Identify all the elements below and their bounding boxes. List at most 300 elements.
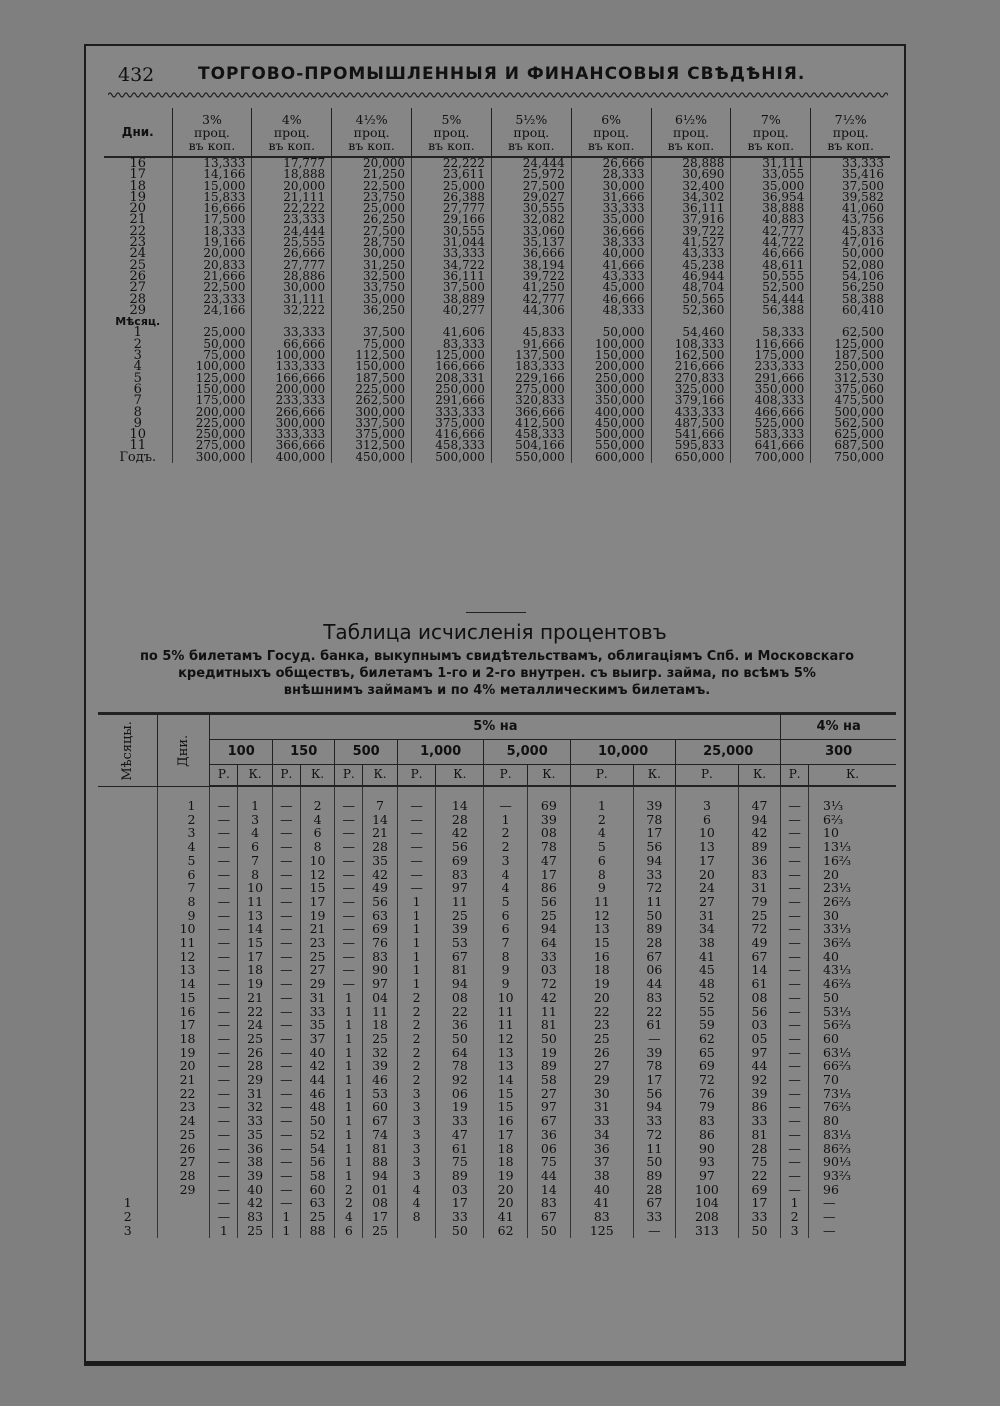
interest-value: 216,666 — [651, 361, 731, 372]
rubles-cell: — — [210, 1128, 238, 1142]
kopecks-cell: 18 — [238, 963, 273, 977]
interest-value: 133,333 — [252, 361, 332, 372]
rubles-cell: 25 — [571, 1032, 634, 1046]
interest-value: 108,333 — [651, 339, 731, 350]
rubles-cell: 11 — [484, 1005, 527, 1019]
rubles-cell: — — [272, 1087, 300, 1101]
interest-value: 19,166 — [172, 237, 252, 248]
interest-value: 25,555 — [252, 237, 332, 248]
amount-header: 150 — [272, 740, 334, 765]
rubles-cell: — — [272, 909, 300, 923]
interest-value: 500,000 — [811, 407, 890, 418]
rubles-cell: — — [781, 963, 809, 977]
month-cell — [98, 991, 158, 1005]
kopecks-cell: 39 — [633, 1046, 676, 1060]
interest-value: 26,666 — [571, 157, 651, 169]
interest-value: 75,000 — [332, 339, 412, 350]
interest-value: 200,000 — [172, 407, 252, 418]
kopecks-cell: 50 — [300, 1114, 335, 1128]
kopecks-cell: 39 — [738, 1087, 781, 1101]
rubles-cell: — — [781, 1046, 809, 1060]
day-cell: 15 — [158, 991, 210, 1005]
interest-value: 17,777 — [252, 157, 332, 169]
kopecks-cell: 90 — [363, 963, 398, 977]
month-cell — [98, 1087, 158, 1101]
rubles-cell: 10 — [484, 991, 527, 1005]
kopecks-cell: 08 — [436, 991, 484, 1005]
kopecks-cell: 72 — [527, 977, 570, 991]
rubles-cell: — — [272, 813, 300, 827]
interest-value: 13,333 — [172, 157, 252, 169]
rubles-cell: 15 — [484, 1087, 527, 1101]
interest-value: 400,000 — [571, 407, 651, 418]
interest-value: 46,944 — [651, 271, 731, 282]
rubles-cell: 104 — [676, 1196, 739, 1210]
rubles-cell: 1 — [397, 922, 435, 936]
rubles-cell: 1 — [335, 1046, 363, 1060]
interest-value: 20,000 — [332, 157, 412, 169]
rubles-cell: — — [781, 950, 809, 964]
interest-value: 641,666 — [731, 440, 811, 451]
kopecks-cell: 32 — [238, 1100, 273, 1114]
rubles-cell: — — [272, 1196, 300, 1210]
kopecks-cell: 06 — [527, 1142, 570, 1156]
rubles-cell: 9 — [571, 881, 634, 895]
table-row — [98, 1196, 896, 1210]
kopecks-cell: 63 — [363, 909, 398, 923]
kopecks-cell: 94 — [363, 1169, 398, 1183]
kopecks-cell: 39 — [436, 922, 484, 936]
interest-value: 33,333 — [252, 327, 332, 338]
interest-value: 625,000 — [811, 429, 890, 440]
rubles-cell: 13 — [571, 922, 634, 936]
rubles-cell: 72 — [676, 1073, 739, 1087]
interest-value: 333,333 — [412, 407, 492, 418]
kopecks-cell: 50 — [436, 1032, 484, 1046]
kopecks-cell: 25 — [436, 909, 484, 923]
interest-value: 37,500 — [811, 181, 890, 192]
amount-header: 25,000 — [676, 740, 781, 765]
rubles-cell: 11 — [484, 1018, 527, 1032]
month-cell — [98, 936, 158, 950]
kopecks-cell: 61 — [738, 977, 781, 991]
rubles-cell: — — [781, 826, 809, 840]
rate-column-header — [731, 108, 811, 157]
kopecks-cell: 56 — [300, 1155, 335, 1169]
rubles-cell: — — [210, 963, 238, 977]
interest-value: 337,500 — [332, 418, 412, 429]
kopecks-cell: 94 — [633, 1100, 676, 1114]
interest-value: 28,886 — [252, 271, 332, 282]
rubles-cell: — — [781, 1100, 809, 1114]
rubles-cell: — — [781, 977, 809, 991]
kopecks-cell: 31 — [238, 1087, 273, 1101]
row-label: 19 — [129, 189, 147, 205]
kopecks-cell: 94 — [436, 977, 484, 991]
month-cell — [98, 1059, 158, 1073]
kopecks-cell: 33 — [238, 1114, 273, 1128]
kopecks-cell: 25 — [238, 1032, 273, 1046]
rubles-cell: 2 — [335, 1196, 363, 1210]
interest-value: 56,388 — [731, 305, 811, 316]
interest-value: 33,060 — [491, 226, 571, 237]
month-cell — [98, 1073, 158, 1087]
kopecks-cell: — — [809, 1210, 896, 1224]
rubles-cell: 1 — [781, 1196, 809, 1210]
interest-value: 17,500 — [172, 214, 252, 225]
kopecks-cell: 58 — [300, 1169, 335, 1183]
rate-sub: проц. — [832, 124, 869, 140]
day-cell: 2 — [158, 813, 210, 827]
rubles-cell: — — [335, 936, 363, 950]
interest-value: 416,666 — [412, 429, 492, 440]
rubles-cell: 41 — [484, 1210, 527, 1224]
kopecks-cell: 69 — [738, 1183, 781, 1197]
rate-unit: въ коп. — [428, 137, 475, 153]
kopecks-cell: 81 — [363, 1142, 398, 1156]
page-header — [86, 46, 904, 94]
interest-value: 48,704 — [651, 282, 731, 293]
interest-value: 54,106 — [811, 271, 890, 282]
table-row — [98, 1169, 896, 1183]
rubles-cell: 6 — [484, 909, 527, 923]
kopecks-cell: 23 — [300, 936, 335, 950]
interest-value: 38,889 — [412, 294, 492, 305]
kopecks-cell: 75 — [738, 1155, 781, 1169]
rate-value: 4% — [281, 111, 302, 127]
kopecks-cell: 46 — [300, 1087, 335, 1101]
table-row — [98, 922, 896, 936]
rubles-cell: — — [397, 840, 435, 854]
kopecks-cell: 29 — [238, 1073, 273, 1087]
rubles-cell: — — [272, 868, 300, 882]
kopecks-cell: 39 — [238, 1169, 273, 1183]
interest-value: 30,555 — [491, 203, 571, 214]
kopecks-cell: 63 — [300, 1196, 335, 1210]
kopecks-cell: 19 — [238, 977, 273, 991]
interest-value: 175,000 — [731, 350, 811, 361]
kopecks-cell: 49 — [738, 936, 781, 950]
rubles-cell: 8 — [397, 1210, 435, 1224]
rubles-cell: — — [272, 991, 300, 1005]
rubles-cell: 24 — [676, 881, 739, 895]
interest-value: 83,333 — [412, 339, 492, 350]
row-label: 25 — [129, 257, 147, 273]
table-row — [98, 813, 896, 827]
interest-value: 650,000 — [651, 452, 731, 463]
rubles-cell: — — [272, 977, 300, 991]
rate-unit: въ коп. — [188, 137, 236, 153]
rubles-cell: 86 — [676, 1128, 739, 1142]
row-label: 20 — [129, 201, 147, 217]
row-label: 24 — [129, 246, 147, 262]
rubles-cell: 1 — [397, 950, 435, 964]
interest-value: 25,972 — [491, 169, 571, 180]
rate-unit: въ коп. — [587, 137, 635, 153]
rubles-cell: 6 — [571, 854, 634, 868]
rubles-cell: 2 — [397, 1032, 435, 1046]
kopecks-cell: 16⅔ — [809, 854, 896, 868]
kopecks-cell: 53⅓ — [809, 1005, 896, 1019]
rubles-cell: — — [210, 840, 238, 854]
rubles-cell: — — [272, 1005, 300, 1019]
kopecks-cell: 94 — [633, 854, 676, 868]
kopecks-cell: 88 — [300, 1224, 335, 1238]
kopecks-cell: 67 — [363, 1114, 398, 1128]
interest-value: 162,500 — [651, 350, 731, 361]
kopecks-cell: 83⅓ — [809, 1128, 896, 1142]
kopecks-cell: 33 — [436, 1210, 484, 1224]
interest-value: 30,000 — [332, 248, 412, 259]
kopecks-cell: 30 — [809, 909, 896, 923]
kopecks-cell: 78 — [633, 1059, 676, 1073]
kopecks-cell: 76⅔ — [809, 1100, 896, 1114]
rubles-cell: — — [781, 1155, 809, 1169]
interest-value: 36,666 — [571, 226, 651, 237]
kopecks-cell: 33 — [300, 1005, 335, 1019]
interest-value: 43,333 — [651, 248, 731, 259]
interest-value: 350,000 — [731, 384, 811, 395]
row-label: 16 — [129, 156, 147, 171]
kopecks-cell: 22 — [436, 1005, 484, 1019]
rubles-cell: — — [781, 840, 809, 854]
kopecks-cell: 40 — [300, 1046, 335, 1060]
interest-value: 31,111 — [252, 294, 332, 305]
kopecks-cell: 17 — [527, 868, 570, 882]
table-row — [98, 1142, 896, 1156]
kopecks-cell: 26⅔ — [809, 895, 896, 909]
amount-header: 100 — [210, 740, 272, 765]
rubles-cell: 1 — [335, 1114, 363, 1128]
interest-value: 31,044 — [412, 237, 492, 248]
kopecks-cell: 53 — [436, 936, 484, 950]
rubles-cell: — — [272, 854, 300, 868]
kopecks-cell: 39 — [527, 813, 570, 827]
kopecks-cell: 6 — [238, 840, 273, 854]
kopecks-cell: 83 — [633, 991, 676, 1005]
kopecks-header: К. — [238, 765, 273, 787]
kopecks-cell: 28 — [363, 840, 398, 854]
rubles-cell: — — [781, 991, 809, 1005]
rubles-cell: 1 — [571, 799, 634, 813]
interest-value: 36,250 — [332, 305, 412, 316]
kopecks-cell: 27 — [527, 1087, 570, 1101]
kopecks-cell: 31 — [300, 991, 335, 1005]
rubles-cell: 9 — [484, 963, 527, 977]
kopecks-cell: 72 — [738, 922, 781, 936]
rubles-cell: — — [484, 799, 527, 813]
interest-value: 43,333 — [571, 271, 651, 282]
interest-value: 43,756 — [811, 214, 890, 225]
rate-value: 6% — [601, 111, 622, 127]
table-row — [98, 1059, 896, 1073]
interest-value: 312,530 — [811, 373, 890, 384]
rubles-cell: — — [272, 840, 300, 854]
rubles-cell: — — [210, 854, 238, 868]
rate-column-header — [172, 108, 252, 157]
kopecks-cell: 78 — [527, 840, 570, 854]
rubles-cell: 2 — [397, 1005, 435, 1019]
interest-value: 525,000 — [731, 418, 811, 429]
interest-value: 487,500 — [651, 418, 731, 429]
interest-value: 379,166 — [651, 395, 731, 406]
interest-value: 39,722 — [491, 271, 571, 282]
row-label: 27 — [129, 280, 147, 296]
interest-value: 150,000 — [172, 384, 252, 395]
rate-column-header — [811, 108, 890, 157]
kopecks-cell: 25 — [300, 950, 335, 964]
rubles-cell: 55 — [676, 1005, 739, 1019]
kopecks-cell: 14 — [436, 799, 484, 813]
rubles-cell: 3 — [781, 1224, 809, 1238]
rubles-cell: 13 — [484, 1046, 527, 1060]
rubles-cell: — — [272, 1128, 300, 1142]
day-cell: 18 — [158, 1032, 210, 1046]
kopecks-cell: 52 — [300, 1128, 335, 1142]
row-label: 18 — [129, 178, 147, 194]
kopecks-cell: 05 — [738, 1032, 781, 1046]
interest-value: 28,888 — [651, 157, 731, 169]
kopecks-cell: 12 — [300, 868, 335, 882]
day-cell: 28 — [158, 1169, 210, 1183]
month-cell — [98, 826, 158, 840]
interest-value: 31,111 — [731, 157, 811, 169]
rate-value: 7½% — [834, 111, 867, 127]
kopecks-cell: 13 — [238, 909, 273, 923]
month-cell — [98, 1169, 158, 1183]
kopecks-header: К. — [436, 765, 484, 787]
interest-value: 450,000 — [332, 452, 412, 463]
interest-value: 583,333 — [731, 429, 811, 440]
rubles-cell: — — [272, 1155, 300, 1169]
interest-value: 300,000 — [252, 418, 332, 429]
rate-column-header — [571, 108, 651, 157]
rubles-cell: — — [781, 799, 809, 813]
header-row-amounts — [98, 740, 896, 765]
rubles-header: Р. — [571, 765, 634, 787]
rubles-cell: — — [210, 922, 238, 936]
interest-value: 500,000 — [571, 429, 651, 440]
kopecks-cell: 49 — [363, 881, 398, 895]
kopecks-cell: 78 — [633, 813, 676, 827]
rubles-cell: 16 — [484, 1114, 527, 1128]
kopecks-cell: 89 — [436, 1169, 484, 1183]
kopecks-cell: 33⅓ — [809, 922, 896, 936]
header-row-units — [98, 765, 896, 787]
kopecks-cell: 22 — [738, 1169, 781, 1183]
interest-value: 291,666 — [412, 395, 492, 406]
rubles-cell: 4 — [484, 868, 527, 882]
rubles-cell: — — [781, 1142, 809, 1156]
table-row — [98, 936, 896, 950]
kopecks-cell: 53 — [363, 1087, 398, 1101]
rate-unit: въ коп. — [827, 137, 874, 153]
rubles-cell: — — [210, 868, 238, 882]
rubles-cell: — — [272, 881, 300, 895]
header-row-group — [98, 714, 896, 740]
interest-value: 45,833 — [491, 327, 571, 338]
amount-header: 500 — [335, 740, 397, 765]
kopecks-cell: 97 — [738, 1046, 781, 1060]
kopecks-cell: 15 — [300, 881, 335, 895]
rubles-cell: 1 — [397, 936, 435, 950]
rate-unit: въ коп. — [507, 137, 555, 153]
rubles-cell: 48 — [676, 977, 739, 991]
interest-value: 44,722 — [731, 237, 811, 248]
interest-value: 22,500 — [172, 282, 252, 293]
kopecks-cell: 33 — [633, 868, 676, 882]
row-label: 29 — [129, 302, 147, 318]
rubles-cell: — — [210, 977, 238, 991]
interest-value: 300,000 — [172, 452, 252, 463]
rate-unit: въ коп. — [268, 137, 316, 153]
kopecks-cell: 03 — [527, 963, 570, 977]
kopecks-cell: 29 — [300, 977, 335, 991]
interest-value: 32,222 — [252, 305, 332, 316]
rubles-cell: — — [210, 1155, 238, 1169]
rubles-cell: 26 — [571, 1046, 634, 1060]
kopecks-cell: 8 — [300, 840, 335, 854]
interest-value: 18,888 — [252, 169, 332, 180]
rubles-cell: 1 — [335, 1100, 363, 1114]
kopecks-cell: 27 — [300, 963, 335, 977]
amount-header: 10,000 — [571, 740, 676, 765]
kopecks-cell: 67 — [527, 1210, 570, 1224]
day-cell: 1 — [158, 799, 210, 813]
month-cell — [98, 813, 158, 827]
interest-value: 38,333 — [571, 237, 651, 248]
rubles-cell: — — [272, 1032, 300, 1046]
rubles-cell: — — [272, 1142, 300, 1156]
interest-value: 40,883 — [731, 214, 811, 225]
interest-value: 58,333 — [731, 327, 811, 338]
month-cell — [98, 840, 158, 854]
month-cell — [98, 1114, 158, 1128]
rubles-cell: — — [335, 963, 363, 977]
interest-value: 187,500 — [332, 373, 412, 384]
kopecks-cell: 33 — [436, 1114, 484, 1128]
interest-value: 233,333 — [731, 361, 811, 372]
rubles-cell: 3 — [484, 854, 527, 868]
rubles-cell: — — [781, 1087, 809, 1101]
kopecks-header: К. — [633, 765, 676, 787]
kopecks-cell: 94 — [738, 813, 781, 827]
rubles-cell: 36 — [571, 1142, 634, 1156]
row-label: 23 — [129, 235, 147, 251]
rubles-cell: — — [781, 1032, 809, 1046]
rate-unit: въ коп. — [348, 137, 395, 153]
kopecks-cell: 28 — [436, 813, 484, 827]
rubles-cell: — — [397, 799, 435, 813]
page — [84, 44, 906, 1366]
interest-value: 500,000 — [412, 452, 492, 463]
rubles-cell: — — [210, 1169, 238, 1183]
interest-value: 36,954 — [731, 192, 811, 203]
kopecks-cell: 50 — [633, 1155, 676, 1169]
rubles-cell: 41 — [676, 950, 739, 964]
rubles-cell: — — [210, 950, 238, 964]
rubles-cell: — — [272, 1018, 300, 1032]
interest-value: 475,500 — [811, 395, 890, 406]
kopecks-cell: 17 — [238, 950, 273, 964]
table-row — [98, 950, 896, 964]
description-line: кредитныхъ обществъ, билетамъ 1-го и 2-го внутрен. съ выигр. займа, по всѣмъ 5% — [178, 666, 816, 681]
rate-sub: проц. — [752, 124, 789, 140]
kopecks-cell: 35 — [300, 1018, 335, 1032]
wavy-rule — [108, 90, 888, 100]
interest-value: 116,666 — [731, 339, 811, 350]
rubles-cell: — — [210, 991, 238, 1005]
